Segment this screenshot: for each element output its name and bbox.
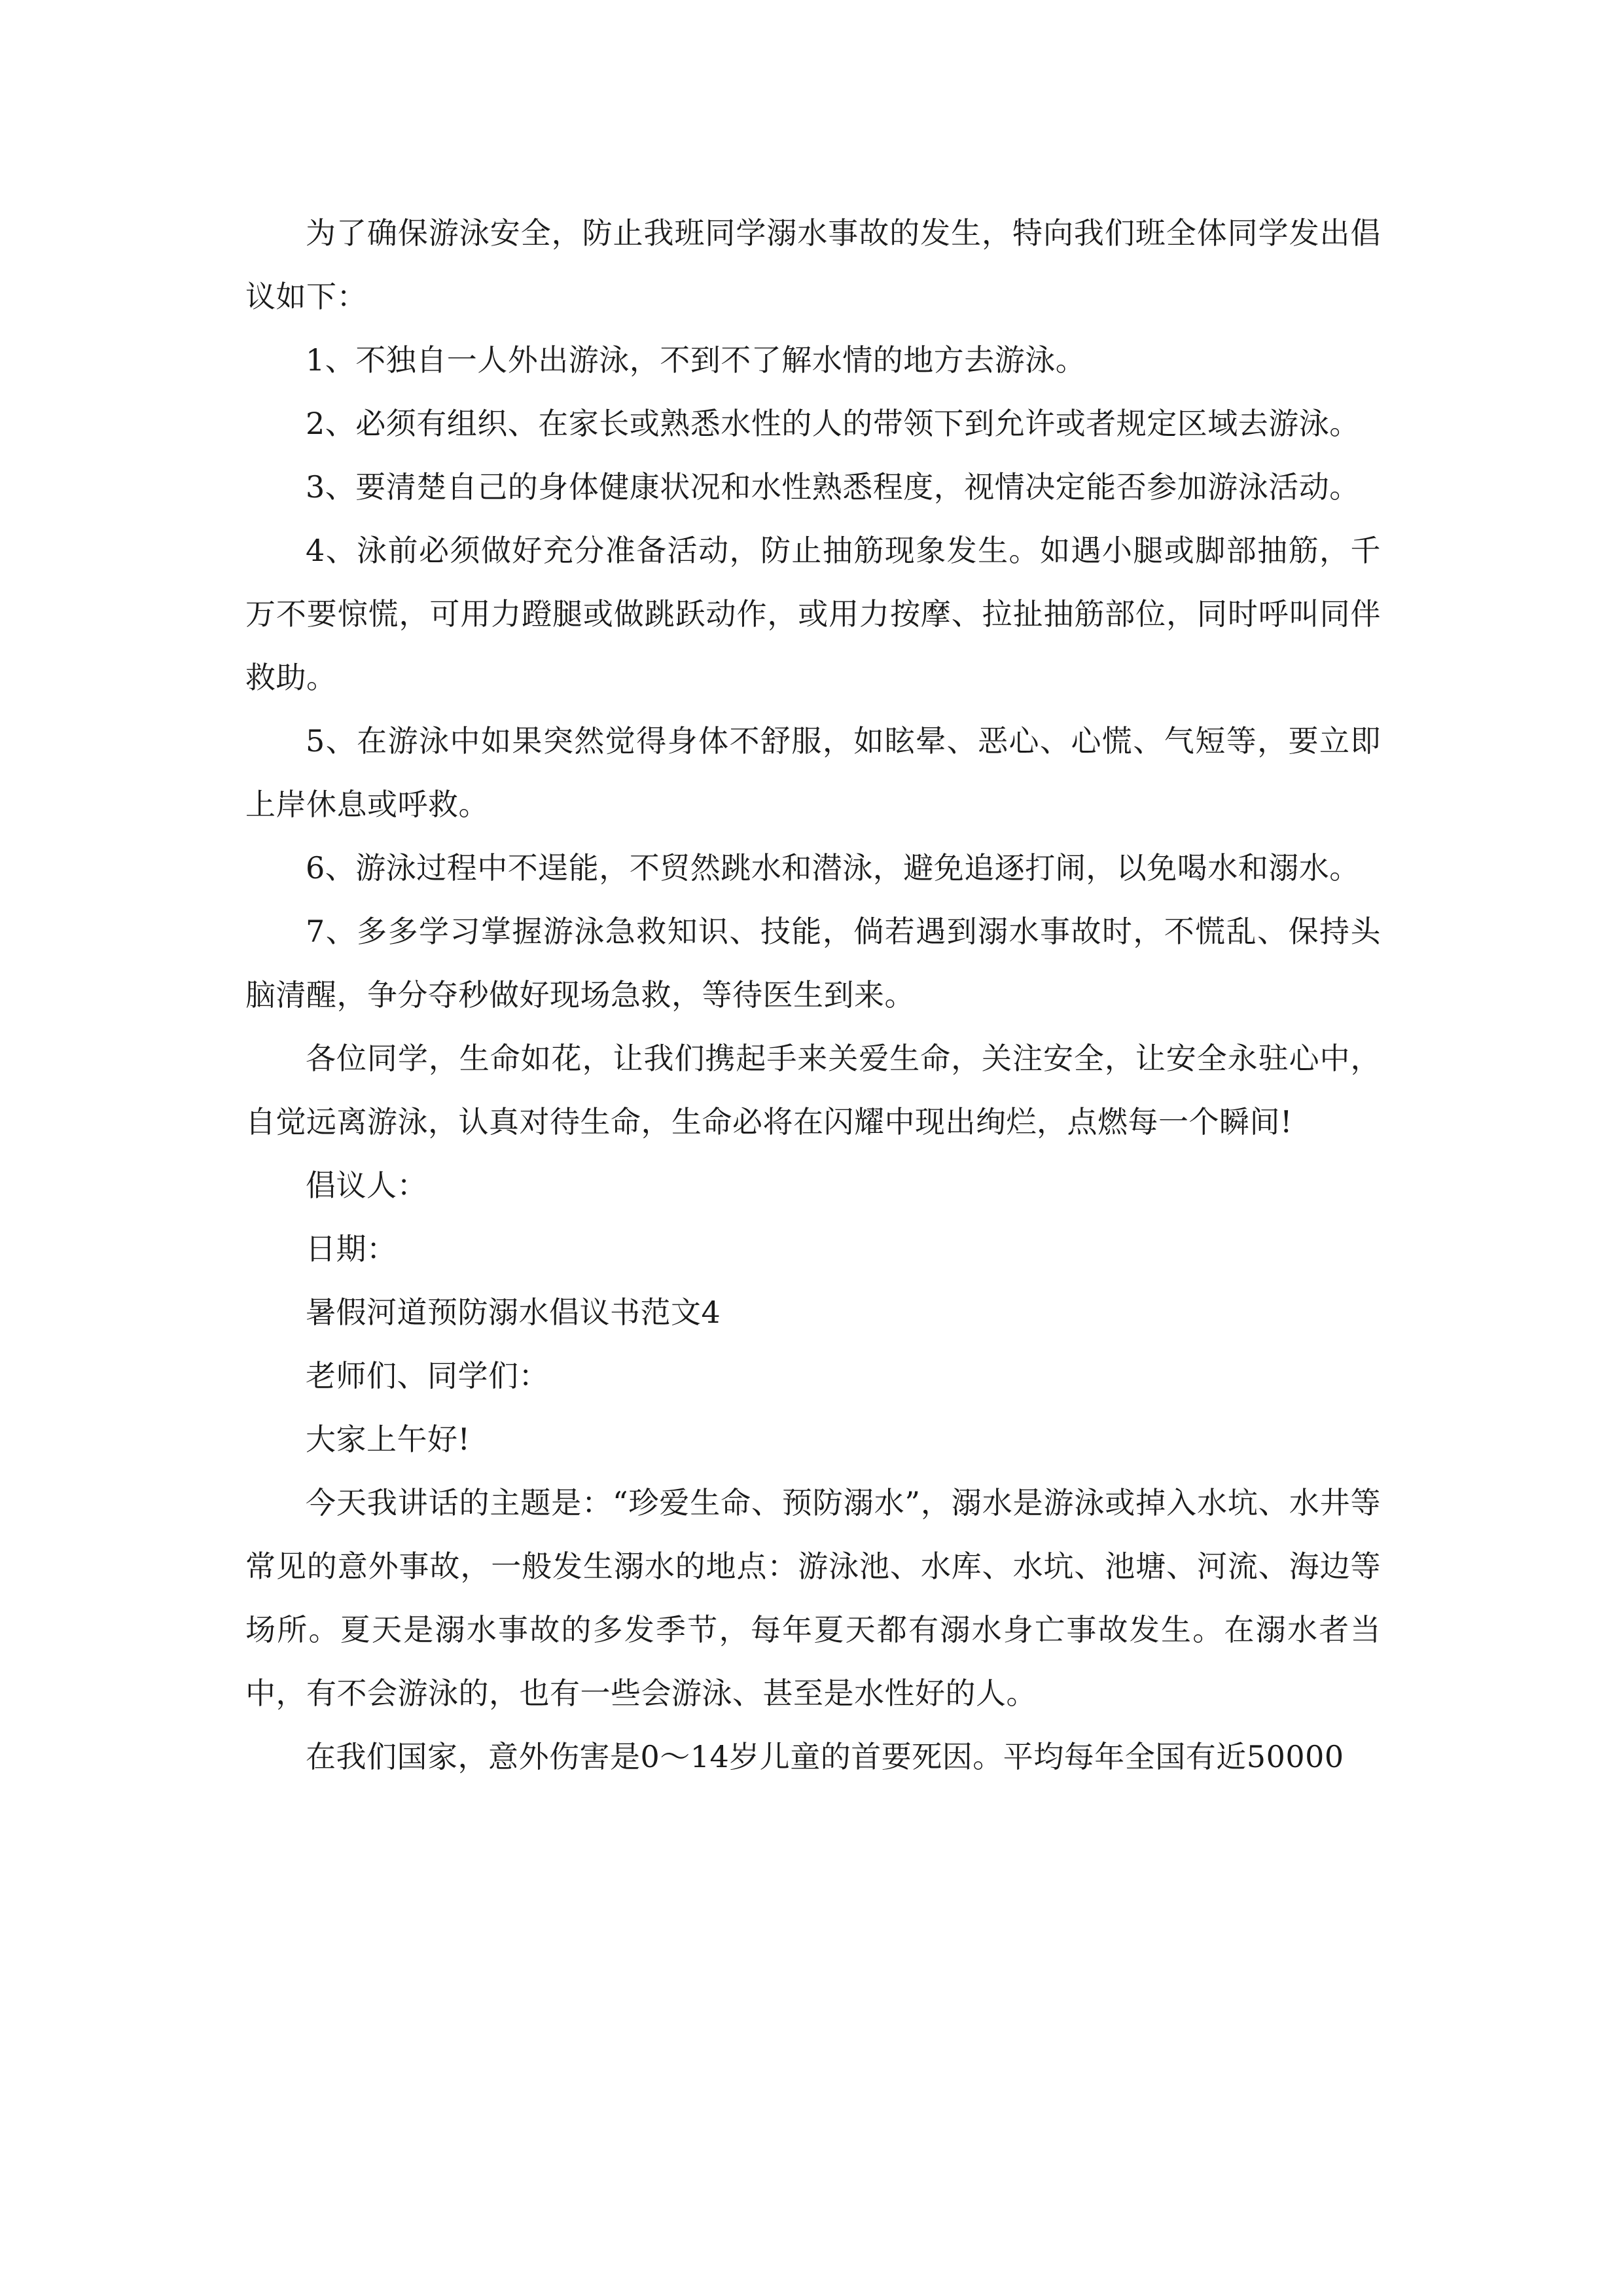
paragraph-item-4: 4、泳前必须做好充分准备活动，防止抽筋现象发生。如遇小腿或脚部抽筋，千万不要惊慌，可用力蹬腿或做跳跃动作，或用力按摩、拉扯抽筋部位，同时呼叫同伴救助。 — [245, 533, 1381, 695]
paragraph-item-7: 7、多多学习掌握游泳急救知识、技能，倘若遇到溺水事故时，不慌乱、保持头脑清醒，争分夺秒做好现场急救，等待医生到来。 — [245, 914, 1381, 1013]
greeting: 大家上午好! — [306, 1422, 471, 1457]
paragraph-intro: 为了确保游泳安全，防止我班同学溺水事故的发生，特向我们班全体同学发出倡议如下： — [245, 215, 1381, 314]
date-label: 日期： — [306, 1231, 397, 1266]
paragraph-item-3: 3、要清楚自己的身体健康状况和水性熟悉程度，视情决定能否参加游泳活动。 — [306, 469, 1360, 505]
salutation: 老师们、同学们： — [306, 1358, 549, 1393]
paragraph-item-6: 6、游泳过程中不逞能，不贸然跳水和潜泳，避免追逐打闹，以免喝水和溺水。 — [306, 850, 1360, 886]
paragraph-closing: 各位同学，生命如花，让我们携起手来关爱生命，关注安全，让安全永驻心中，自觉远离游泳，认真对待生命，生命必将在闪耀中现出绚烂，点燃每一个瞬间! — [245, 1041, 1381, 1139]
document-body — [245, 202, 1381, 1789]
paragraph-statistics: 在我们国家，意外伤害是0～14岁儿童的首要死因。平均每年全国有近50000 — [306, 1739, 1344, 1774]
paragraph-item-1: 1、不独自一人外出游泳，不到不了解水情的地方去游泳。 — [306, 342, 1086, 378]
paragraph-item-2: 2、必须有组织、在家长或熟悉水性的人的带领下到允许或者规定区域去游泳。 — [306, 406, 1360, 441]
signature-label: 倡议人： — [306, 1168, 427, 1203]
paragraph-item-5: 5、在游泳中如果突然觉得身体不舒服，如眩晕、恶心、心慌、气短等，要立即上岸休息或呼救。 — [245, 723, 1381, 822]
section-heading: 暑假河道预防溺水倡议书范文4 — [306, 1295, 721, 1330]
paragraph-speech-topic: 今天我讲话的主题是：“珍爱生命、预防溺水”，溺水是游泳或掉入水坑、水井等常见的意外事故，一般发生溺水的地点：游泳池、水库、水坑、池塘、河流、海边等场所。夏天是溺水事故的多发季节，每年夏天都有溺水身亡事故发生。在溺水者当中，有不会游泳的，也有一些会游泳、甚至是水性好的人。 — [245, 1485, 1381, 1711]
